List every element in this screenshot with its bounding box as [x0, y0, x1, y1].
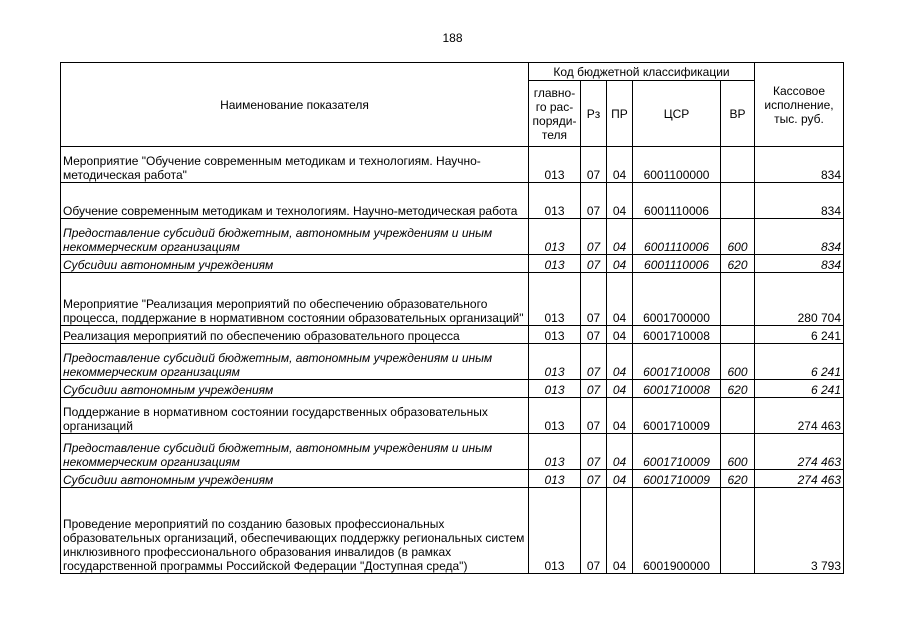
row-name: Предоставление субсидий бюджетным, автономным учреждениям и иным некоммерческим организациям [61, 434, 529, 470]
row-name: Мероприятие "Реализация мероприятий по обеспечению образовательного процесса, поддержание в нормативном состоянии образовательных организаций" [61, 273, 529, 326]
row-vr: 620 [721, 255, 755, 273]
row-rz: 07 [581, 380, 607, 398]
row-rz: 07 [581, 434, 607, 470]
row-glava: 013 [529, 470, 581, 488]
row-name: Субсидии автономным учреждениям [61, 470, 529, 488]
row-amount: 834 [755, 219, 844, 255]
row-csr: 6001700000 [633, 273, 721, 326]
row-amount: 6 241 [755, 380, 844, 398]
row-amount: 6 241 [755, 326, 844, 344]
row-pr: 04 [607, 470, 633, 488]
row-vr [721, 273, 755, 326]
row-rz: 07 [581, 398, 607, 434]
row-amount: 280 704 [755, 273, 844, 326]
page-number: 188 [442, 31, 463, 45]
row-amount: 3 793 [755, 488, 844, 574]
row-vr: 620 [721, 470, 755, 488]
row-glava: 013 [529, 434, 581, 470]
row-csr: 6001110006 [633, 255, 721, 273]
row-amount: 834 [755, 255, 844, 273]
row-rz: 07 [581, 147, 607, 183]
table-row [61, 326, 844, 344]
row-glava: 013 [529, 326, 581, 344]
row-pr: 04 [607, 219, 633, 255]
row-glava: 013 [529, 147, 581, 183]
header-rz: Рз [581, 81, 607, 147]
table-row [61, 219, 844, 255]
row-vr: 600 [721, 219, 755, 255]
row-name: Предоставление субсидий бюджетным, автономным учреждениям и иным некоммерческим организациям [61, 344, 529, 380]
row-name: Обучение современным методикам и технологиям. Научно-методическая работа [61, 183, 529, 219]
row-vr: 620 [721, 380, 755, 398]
row-csr: 6001710009 [633, 470, 721, 488]
row-name: Поддержание в нормативном состоянии государственных образовательных организаций [61, 398, 529, 434]
row-csr: 6001110006 [633, 219, 721, 255]
row-glava: 013 [529, 273, 581, 326]
row-vr: 600 [721, 344, 755, 380]
row-rz: 07 [581, 326, 607, 344]
row-amount: 834 [755, 183, 844, 219]
row-glava: 013 [529, 380, 581, 398]
row-glava: 013 [529, 488, 581, 574]
row-pr: 04 [607, 344, 633, 380]
table-row [61, 488, 844, 574]
row-csr: 6001100000 [633, 147, 721, 183]
table-row [61, 470, 844, 488]
row-pr: 04 [607, 488, 633, 574]
row-rz: 07 [581, 273, 607, 326]
row-vr [721, 147, 755, 183]
row-csr: 6001710009 [633, 434, 721, 470]
row-pr: 04 [607, 380, 633, 398]
row-name: Субсидии автономным учреждениям [61, 380, 529, 398]
row-amount: 834 [755, 147, 844, 183]
row-glava: 013 [529, 219, 581, 255]
row-glava: 013 [529, 255, 581, 273]
row-amount: 274 463 [755, 470, 844, 488]
row-glava: 013 [529, 183, 581, 219]
header-csr: ЦСР [633, 81, 721, 147]
row-csr: 6001900000 [633, 488, 721, 574]
table-row [61, 380, 844, 398]
row-vr: 600 [721, 434, 755, 470]
row-name: Предоставление субсидий бюджетным, автономным учреждениям и иным некоммерческим организациям [61, 219, 529, 255]
header-vr: ВР [721, 81, 755, 147]
row-rz: 07 [581, 183, 607, 219]
row-csr: 6001110006 [633, 183, 721, 219]
row-csr: 6001710008 [633, 344, 721, 380]
table-row [61, 398, 844, 434]
header-pr: ПР [607, 81, 633, 147]
row-name: Проведение мероприятий по созданию базовых профессиональных образовательных организаций, обеспечивающих поддержку региональных систем инклюзивного профессионального образования инвалидов (в рамках государственной программы Российской Федерации "Доступная среда") [61, 488, 529, 574]
row-rz: 07 [581, 255, 607, 273]
row-csr: 6001710008 [633, 326, 721, 344]
header-code-group: Код бюджетной классификации [529, 63, 755, 81]
row-amount: 274 463 [755, 434, 844, 470]
row-vr [721, 326, 755, 344]
budget-table [60, 62, 844, 574]
header-glava: главно- го рас- поряди- теля [529, 81, 581, 147]
row-vr [721, 183, 755, 219]
row-csr: 6001710008 [633, 380, 721, 398]
row-rz: 07 [581, 488, 607, 574]
row-pr: 04 [607, 398, 633, 434]
row-name: Субсидии автономным учреждениям [61, 255, 529, 273]
table-row [61, 147, 844, 183]
row-pr: 04 [607, 434, 633, 470]
row-pr: 04 [607, 183, 633, 219]
row-pr: 04 [607, 255, 633, 273]
row-name: Реализация мероприятий по обеспечению образовательного процесса [61, 326, 529, 344]
row-pr: 04 [607, 273, 633, 326]
row-amount: 274 463 [755, 398, 844, 434]
row-rz: 07 [581, 219, 607, 255]
row-csr: 6001710009 [633, 398, 721, 434]
table-row [61, 344, 844, 380]
table-row [61, 183, 844, 219]
table-row [61, 434, 844, 470]
row-vr [721, 398, 755, 434]
header-name: Наименование показателя [61, 63, 529, 147]
row-vr [721, 488, 755, 574]
row-amount: 6 241 [755, 344, 844, 380]
row-pr: 04 [607, 326, 633, 344]
row-rz: 07 [581, 344, 607, 380]
table-row [61, 255, 844, 273]
row-rz: 07 [581, 470, 607, 488]
row-name: Мероприятие "Обучение современным методикам и технологиям. Научно-методическая работа" [61, 147, 529, 183]
row-glava: 013 [529, 344, 581, 380]
table-row [61, 273, 844, 326]
row-pr: 04 [607, 147, 633, 183]
header-amount: Кассовое исполнение, тыс. руб. [755, 63, 844, 147]
row-glava: 013 [529, 398, 581, 434]
